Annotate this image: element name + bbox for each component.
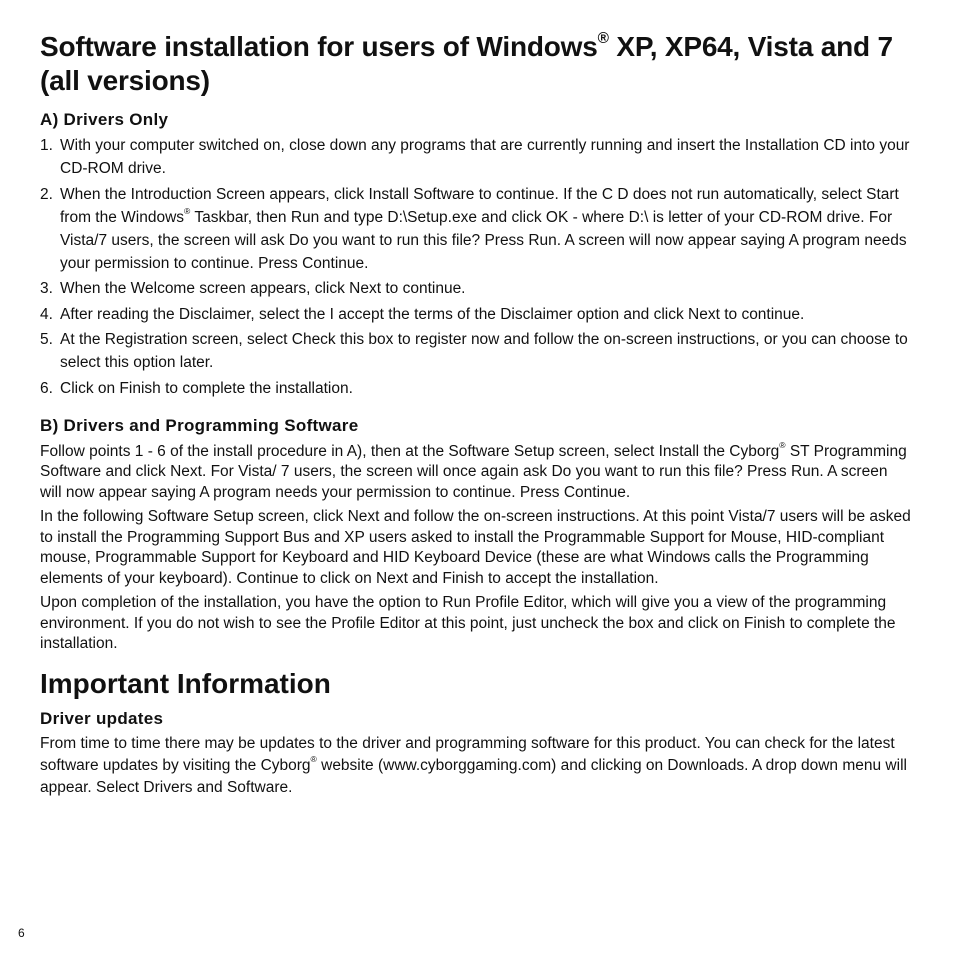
item-text: Taskbar, then Run and type D:\Setup.exe and click OK - where D:\ is letter of your CD-ROM drive. For Vista/7 users, the screen will ask Do you want to run this file? Press Run. A screen will now appear saying A program needs your permission to continue. Press Continue.	[60, 208, 907, 272]
registered-mark: ®	[184, 206, 191, 217]
item-number: 1.	[40, 137, 53, 154]
registered-mark: ®	[779, 440, 786, 451]
title-text-2: XP, XP64, Vista and 7 (all versions)	[40, 31, 893, 96]
paragraph-text: Follow points 1 - 6 of the install procedure in A), then at the Software Setup screen, select Install the Cyborg	[40, 442, 780, 460]
paragraph-text: website (www.cyborggaming.com) and clicking on Downloads. A drop down menu will appear. Select Drivers and Software.	[40, 756, 907, 796]
paragraph-text: From time to time there may be updates to the driver and programming software for this product. You can check for the latest software updates by visiting the Cyborg	[40, 734, 895, 774]
item-number: 5.	[40, 331, 53, 348]
section-b-paragraph-2: In the following Software Setup screen, click Next and follow the on-screen instructions. At this point Vista/7 users will be asked to install the Programming Support Bus and XP users asked to install the Programmable Support for Mouse, HID-compliant mouse, Programmable Support for Keyboard and HID Keyboard Device (these are what Windows calls the Programming elements of your keyboard). Continue to click on Next and Finish to accept the installation.	[40, 508, 911, 587]
install-steps-list	[40, 134, 912, 400]
list-item	[40, 377, 912, 400]
item-number: 4.	[40, 305, 53, 323]
section-b-heading: B) Drivers and Programming Software	[40, 415, 359, 435]
list-item	[40, 303, 912, 326]
item-text: With your computer switched on, close down any programs that are currently running and insert the Installation CD into your CD-ROM drive.	[60, 137, 910, 177]
item-number: 2.	[40, 185, 53, 203]
item-text: After reading the Disclaimer, select the I accept the terms of the Disclaimer option and click Next to continue.	[60, 305, 805, 323]
driver-updates-heading: Driver updates	[40, 708, 164, 728]
driver-updates-paragraph	[40, 733, 912, 799]
item-number: 6.	[40, 379, 53, 397]
registered-mark: ®	[310, 754, 317, 765]
list-item	[40, 277, 912, 300]
registered-mark: ®	[597, 30, 609, 48]
item-text: At the Registration screen, select Check this box to register now and follow the on-screen instructions, or you can choose to select this option later.	[60, 331, 908, 371]
item-text: When the Introduction Screen appears, click Install Software to continue. If the C D does not run automatically, select Start from the Windows	[60, 185, 899, 226]
section-b-paragraph-3: Upon completion of the installation, you have the option to Run Profile Editor, which will give you a view of the programming environment. If you do not wish to see the Profile Editor at this point, just uncheck the box and click on Finish to complete the installation.	[40, 594, 896, 652]
item-text: Click on Finish to complete the installation.	[60, 379, 353, 397]
list-item	[40, 134, 912, 180]
list-item	[40, 328, 912, 374]
paragraph-text: ST Programming Software and click Next. For Vista/ 7 users, the screen will once again ask Do you want to run this file? Press Run. A screen will now appear saying A program needs your permission to continue. Press Continue.	[40, 442, 907, 501]
document-page	[40, 30, 912, 799]
list-item	[40, 183, 912, 275]
page-title	[40, 30, 912, 98]
item-text: When the Welcome screen appears, click Next to continue.	[60, 280, 466, 297]
important-info-heading: Important Information	[40, 667, 331, 699]
title-text-1: Software installation for users of Windows	[40, 31, 598, 62]
page-number: 6	[18, 926, 25, 940]
section-a-heading: A) Drivers Only	[40, 110, 169, 129]
item-number: 3.	[40, 280, 53, 297]
section-b-paragraph-1	[40, 442, 912, 504]
